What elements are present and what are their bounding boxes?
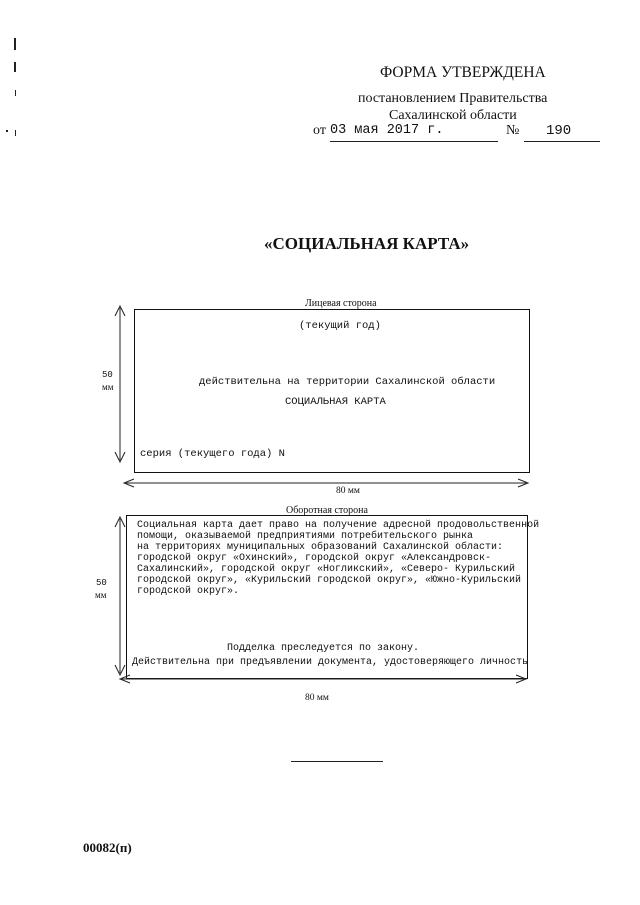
back-text-line: Сахалинский», городской округ «Ногликский», «Северо- Курильский: [137, 564, 516, 575]
front-current-year: (текущий год): [299, 320, 381, 332]
decree-number: 190: [546, 123, 572, 139]
front-height-unit: мм: [102, 382, 114, 392]
back-text-line: городской округ».: [137, 586, 240, 597]
form-approved-heading: ФОРМА УТВЕРЖДЕНА: [380, 64, 546, 81]
back-height-value: 50: [96, 578, 107, 588]
number-sign: №: [506, 123, 520, 138]
front-card: [134, 309, 530, 473]
back-card: [126, 515, 540, 679]
decree-line-2: Сахалинской области: [389, 108, 517, 123]
scan-mark: [15, 90, 16, 96]
back-forgery-notice: Подделка преследуется по закону.: [227, 643, 420, 654]
scan-mark: [15, 130, 16, 136]
decree-line-1: постановлением Правительства: [358, 91, 548, 106]
back-text-line: помощи, оказываемой предприятиями потребительского рынка: [137, 531, 474, 542]
front-width-arrow: [120, 476, 532, 490]
back-text-line: на территориях муниципальных образований Сахалинской области:: [137, 542, 504, 553]
back-width-arrow: [116, 672, 530, 686]
back-validity-notice: Действительна при предъявлении документа, удостоверяющего личность: [132, 657, 529, 668]
back-width-label: 80 мм: [305, 693, 329, 703]
number-underline: [524, 141, 600, 142]
front-height-value: 50: [102, 370, 113, 380]
front-width-label: 80 мм: [336, 486, 360, 496]
back-side-caption: Оборотная сторона: [286, 505, 368, 516]
back-text-line: городской округ», «Курильский городской округ», «Южно-Курильский: [137, 575, 522, 586]
closing-rule: [291, 761, 383, 762]
date-underline: [330, 141, 498, 142]
back-text-line: Социальная карта дает право на получение адресной продовольственной: [137, 520, 540, 531]
scan-mark: [6, 130, 8, 132]
front-card-name: СОЦИАЛЬНАЯ КАРТА: [285, 396, 386, 408]
scan-mark: [14, 62, 16, 72]
front-valid-text: действительна на территории Сахалинской области: [199, 376, 496, 388]
front-side-caption: Лицевая сторона: [305, 298, 377, 309]
date-prefix: от: [313, 123, 326, 138]
front-series: серия (текущего года) N: [140, 448, 285, 460]
document-title: «СОЦИАЛЬНАЯ КАРТА»: [264, 234, 470, 253]
decree-date: 03 мая 2017 г.: [330, 123, 444, 138]
back-height-unit: мм: [95, 590, 107, 600]
footer-code: 00082(п): [83, 840, 132, 855]
back-text-line: городской округ «Охинский», городской округ «Александровск-: [137, 553, 492, 564]
scan-mark: [14, 38, 16, 50]
